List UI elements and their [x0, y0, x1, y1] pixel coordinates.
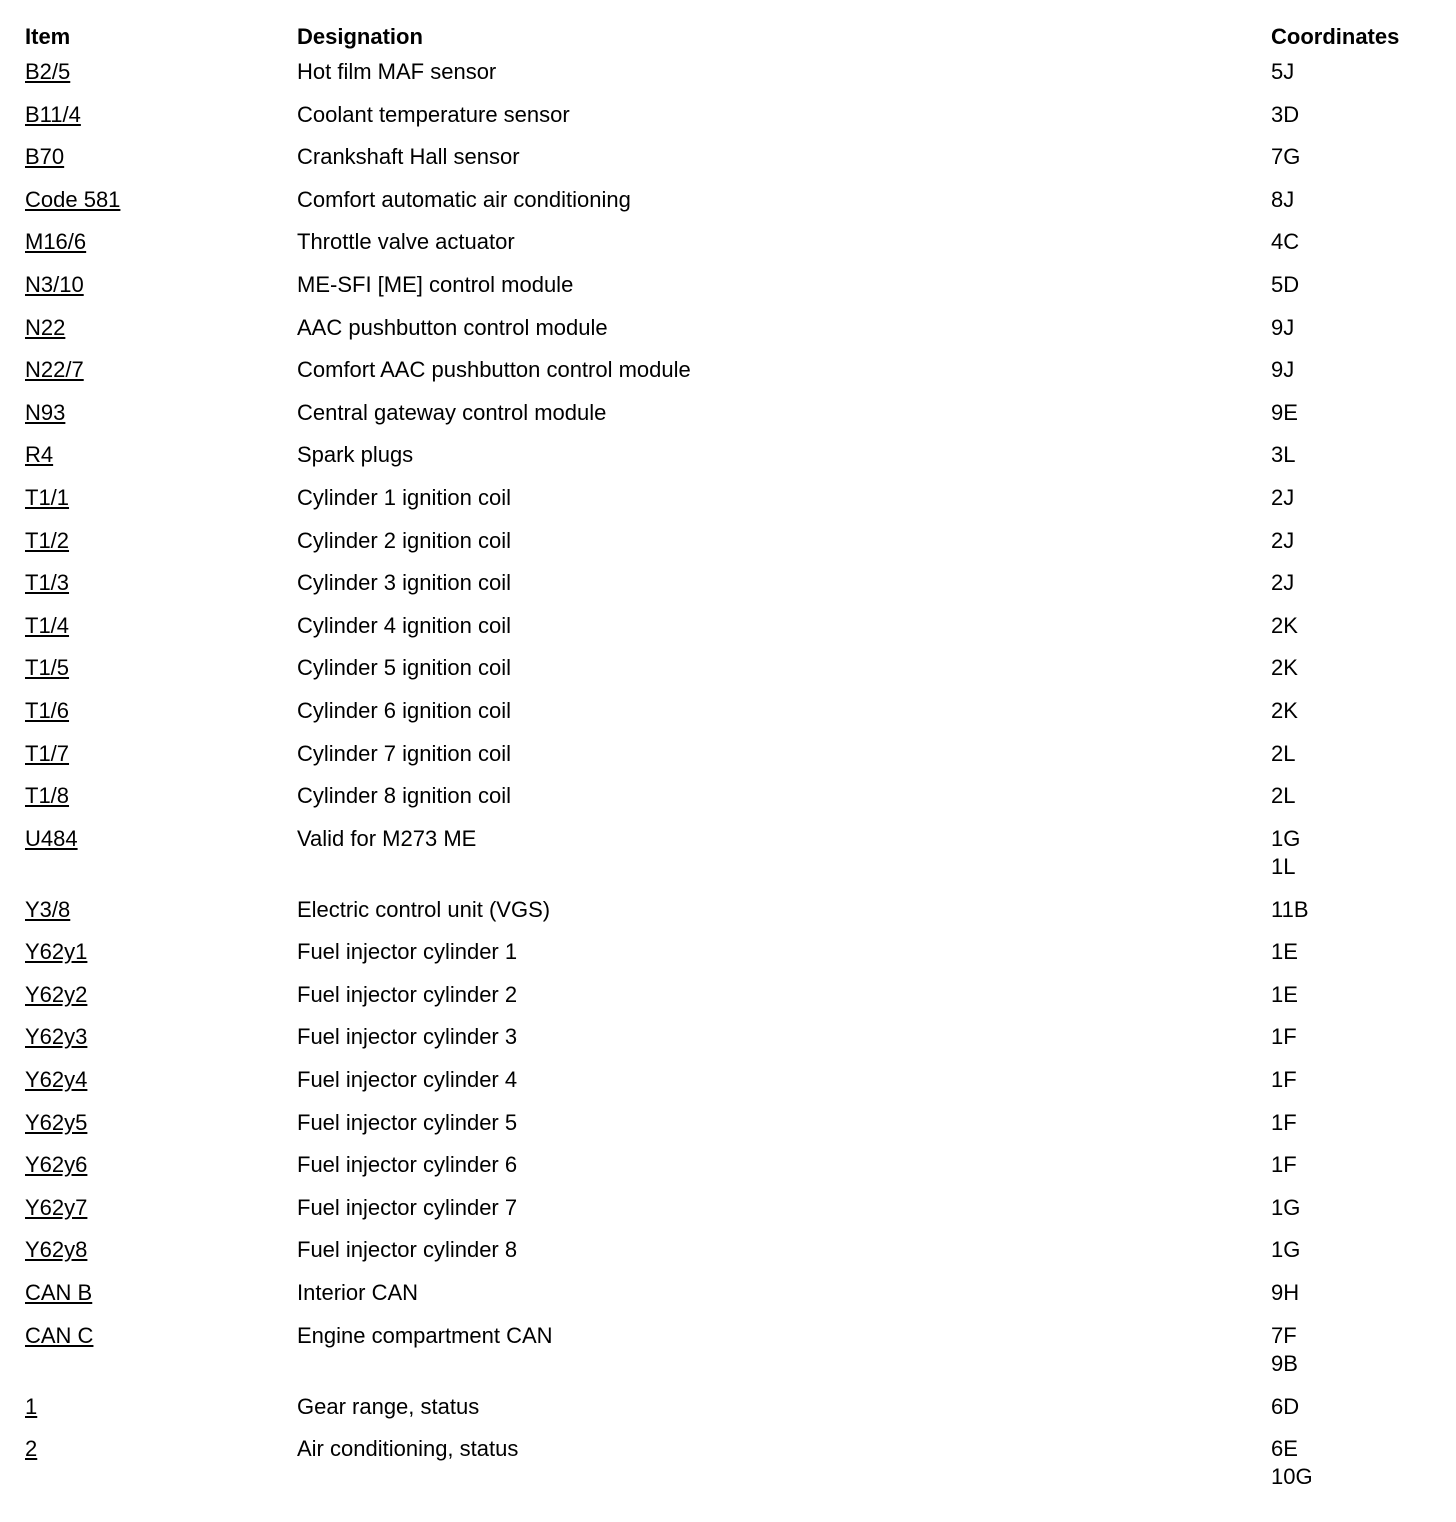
designation-cell: Comfort AAC pushbutton control module — [297, 357, 691, 383]
designation-cell: Fuel injector cylinder 2 — [297, 981, 518, 1007]
item-cell — [25, 484, 69, 512]
header-item: Item — [25, 24, 71, 49]
coordinates-cell — [1271, 271, 1299, 299]
table-row — [25, 1109, 1445, 1152]
designation-cell: Interior CAN — [297, 1280, 419, 1306]
item-link[interactable]: Y62y1 — [25, 939, 88, 965]
coordinate-value: 1L — [1271, 853, 1296, 879]
coordinate-value: 1E — [1271, 939, 1298, 965]
table-row — [25, 1435, 1445, 1506]
table-row — [25, 1279, 1445, 1322]
item-link[interactable]: T1/1 — [25, 484, 70, 510]
coordinates-cell — [1271, 314, 1294, 342]
item-cell — [25, 569, 69, 597]
designation-cell: Central gateway control module — [297, 399, 607, 425]
item-cell — [25, 1393, 37, 1421]
table-row — [25, 186, 1445, 229]
item-cell — [25, 1194, 87, 1222]
designation-cell: Cylinder 3 ignition coil — [297, 570, 511, 596]
header-designation: Designation — [297, 24, 423, 49]
coordinates-cell — [1271, 1194, 1300, 1222]
coordinate-value: 3D — [1271, 101, 1300, 127]
item-link[interactable]: M16/6 — [25, 229, 87, 255]
coordinates-cell — [1271, 1151, 1297, 1179]
designation-cell: Engine compartment CAN — [297, 1322, 553, 1348]
table-row — [25, 896, 1445, 939]
item-link[interactable]: Y62y6 — [25, 1152, 88, 1178]
item-cell — [25, 1109, 87, 1137]
coordinate-value: 1F — [1271, 1024, 1297, 1050]
item-link[interactable]: T1/6 — [25, 697, 70, 723]
coordinate-value: 5J — [1271, 59, 1295, 84]
coordinate-value: 2K — [1271, 655, 1298, 681]
coordinates-cell — [1271, 896, 1309, 924]
coordinates-cell — [1271, 825, 1300, 881]
table-row — [25, 271, 1445, 314]
table-row — [25, 228, 1445, 271]
coordinates-cell — [1271, 356, 1294, 384]
item-cell — [25, 740, 69, 768]
item-link[interactable]: B70 — [25, 144, 65, 170]
coordinate-value: 1F — [1271, 1109, 1297, 1135]
coordinate-value: 2L — [1271, 783, 1296, 809]
designation-cell: Cylinder 8 ignition coil — [297, 783, 511, 809]
designation-cell: Fuel injector cylinder 5 — [297, 1109, 518, 1135]
item-cell — [25, 782, 69, 810]
coordinates-cell — [1271, 527, 1294, 555]
item-cell — [25, 228, 86, 256]
coordinate-value: 11B — [1271, 896, 1309, 922]
coordinate-value: 2K — [1271, 697, 1298, 723]
item-link[interactable]: Code 581 — [25, 186, 121, 212]
item-link[interactable]: Y62y3 — [25, 1024, 88, 1050]
item-link[interactable]: CAN B — [25, 1280, 93, 1306]
coordinate-value: 2L — [1271, 740, 1296, 766]
item-link[interactable]: N22/7 — [25, 357, 84, 383]
item-cell — [25, 612, 69, 640]
item-link[interactable]: T1/4 — [25, 612, 70, 638]
coordinate-value: 5D — [1271, 271, 1300, 297]
table-row — [25, 356, 1445, 399]
coordinate-value: 7F — [1271, 1322, 1297, 1348]
item-link[interactable]: T1/2 — [25, 527, 70, 553]
coordinates-cell — [1271, 938, 1298, 966]
table-row — [25, 1393, 1445, 1436]
item-cell — [25, 101, 81, 129]
header-coordinates: Coordinates — [1271, 24, 1400, 49]
item-link[interactable]: 1 — [25, 1393, 38, 1419]
designation-cell: Fuel injector cylinder 8 — [297, 1237, 518, 1263]
designation-cell: Throttle valve actuator — [297, 229, 515, 255]
table-row — [25, 782, 1445, 825]
table-row — [25, 1023, 1445, 1066]
coordinate-value: 2K — [1271, 612, 1298, 638]
item-link[interactable]: T1/3 — [25, 570, 70, 596]
table-row — [25, 569, 1445, 612]
table-row — [25, 101, 1445, 144]
designation-cell: Gear range, status — [297, 1393, 480, 1419]
table-row — [25, 1236, 1445, 1279]
coordinate-value: 9J — [1271, 314, 1295, 340]
table-row — [25, 1194, 1445, 1237]
table-row — [25, 399, 1445, 442]
item-cell — [25, 1322, 93, 1350]
table-body — [25, 58, 1445, 1506]
item-cell — [25, 654, 69, 682]
item-cell — [25, 356, 84, 384]
table-row — [25, 612, 1445, 655]
coordinate-value: 6D — [1271, 1393, 1300, 1419]
table-row — [25, 1322, 1445, 1393]
item-link[interactable]: T1/5 — [25, 655, 70, 681]
item-cell — [25, 1151, 87, 1179]
item-link[interactable]: R4 — [25, 442, 54, 468]
table-row — [25, 654, 1445, 697]
coordinate-value: 9H — [1271, 1280, 1300, 1306]
coordinate-value: 1G — [1271, 825, 1301, 851]
table-row — [25, 441, 1445, 484]
coordinate-value: 4C — [1271, 229, 1300, 255]
table-row — [25, 527, 1445, 570]
designation-cell: Crankshaft Hall sensor — [297, 144, 520, 170]
header-row — [25, 22, 1445, 58]
designation-cell: Cylinder 4 ignition coil — [297, 612, 511, 638]
designation-cell: Air conditioning, status — [297, 1436, 519, 1462]
coordinate-value: 8J — [1271, 186, 1295, 212]
coordinate-value: 6E — [1271, 1436, 1298, 1462]
item-cell — [25, 896, 70, 924]
designation-cell: Cylinder 6 ignition coil — [297, 697, 511, 723]
item-link[interactable]: Y62y8 — [25, 1237, 88, 1263]
item-link[interactable]: T1/8 — [25, 783, 70, 809]
designation-cell: Fuel injector cylinder 3 — [297, 1024, 518, 1050]
item-cell — [25, 1435, 37, 1463]
item-cell — [25, 1066, 87, 1094]
item-link[interactable]: Y62y7 — [25, 1194, 88, 1220]
coordinate-value: 1G — [1271, 1237, 1301, 1263]
designation-cell: Valid for M273 ME — [297, 825, 477, 851]
designation-cell: Comfort automatic air conditioning — [297, 186, 631, 212]
coordinates-cell — [1271, 186, 1294, 214]
coordinate-value: 1G — [1271, 1194, 1301, 1220]
coordinates-cell — [1271, 228, 1299, 256]
coordinates-cell — [1271, 1393, 1299, 1421]
table-row — [25, 143, 1445, 186]
designation-cell: Cylinder 7 ignition coil — [297, 740, 511, 766]
designation-cell: Fuel injector cylinder 1 — [297, 939, 518, 965]
item-link[interactable]: Y62y5 — [25, 1109, 88, 1135]
table-row — [25, 1151, 1445, 1194]
table-row — [25, 58, 1445, 101]
item-cell — [25, 1236, 87, 1264]
coordinates-cell — [1271, 58, 1294, 86]
designation-cell: Fuel injector cylinder 4 — [297, 1067, 518, 1093]
item-link[interactable]: B2/5 — [25, 59, 71, 84]
item-cell — [25, 271, 84, 299]
item-cell — [25, 58, 70, 86]
coordinates-cell — [1271, 654, 1298, 682]
item-cell — [25, 399, 65, 427]
coordinate-value: 9E — [1271, 399, 1298, 425]
item-cell — [25, 143, 64, 171]
coordinate-value: 1F — [1271, 1067, 1297, 1093]
item-link[interactable]: 2 — [25, 1436, 38, 1462]
coordinates-cell — [1271, 569, 1294, 597]
table-row — [25, 938, 1445, 981]
coordinate-value: 2J — [1271, 527, 1295, 553]
designation-cell: AAC pushbutton control module — [297, 314, 608, 340]
coordinates-cell — [1271, 1435, 1313, 1491]
legend-table — [25, 22, 1445, 1506]
designation-cell: Cylinder 5 ignition coil — [297, 655, 511, 681]
coordinate-value: 2J — [1271, 484, 1295, 510]
item-link[interactable]: N22 — [25, 314, 66, 340]
coordinate-value: 2J — [1271, 570, 1295, 596]
table-row — [25, 697, 1445, 740]
coordinates-cell — [1271, 740, 1295, 768]
item-link[interactable]: Y62y4 — [25, 1067, 88, 1093]
item-cell — [25, 825, 78, 853]
coordinates-cell — [1271, 1066, 1297, 1094]
coordinates-cell — [1271, 1109, 1297, 1137]
table-row — [25, 484, 1445, 527]
coordinates-cell — [1271, 782, 1295, 810]
coordinates-cell — [1271, 101, 1299, 129]
item-link[interactable]: CAN C — [25, 1322, 94, 1348]
designation-cell: Spark plugs — [297, 442, 414, 468]
coordinates-cell — [1271, 981, 1298, 1009]
coordinates-cell — [1271, 441, 1295, 469]
coordinates-cell — [1271, 399, 1298, 427]
table-row — [25, 1066, 1445, 1109]
item-cell — [25, 314, 65, 342]
coordinates-cell — [1271, 484, 1294, 512]
coordinates-cell — [1271, 697, 1298, 725]
item-link[interactable]: T1/7 — [25, 740, 70, 766]
coordinates-cell — [1271, 1322, 1298, 1378]
item-cell — [25, 1023, 87, 1051]
designation-cell: Fuel injector cylinder 6 — [297, 1152, 518, 1178]
table-row — [25, 314, 1445, 357]
designation-cell: Hot film MAF sensor — [297, 59, 497, 84]
designation-cell: Cylinder 1 ignition coil — [297, 484, 511, 510]
designation-cell: ME-SFI [ME] control module — [297, 271, 574, 297]
coordinates-cell — [1271, 612, 1298, 640]
coordinate-value: 1E — [1271, 981, 1298, 1007]
coordinate-value: 9B — [1271, 1350, 1298, 1376]
coordinate-value: 10G — [1271, 1464, 1313, 1490]
coordinate-value: 1F — [1271, 1152, 1297, 1178]
coordinates-cell — [1271, 1236, 1300, 1264]
item-cell — [25, 441, 53, 469]
coordinate-value: 7G — [1271, 144, 1301, 170]
designation-cell: Cylinder 2 ignition coil — [297, 527, 511, 553]
coordinate-value: 3L — [1271, 442, 1296, 468]
item-cell — [25, 186, 120, 214]
coordinate-value: 9J — [1271, 357, 1295, 383]
item-cell — [25, 1279, 92, 1307]
table-row — [25, 825, 1445, 896]
item-link[interactable]: Y62y2 — [25, 981, 88, 1007]
item-cell — [25, 697, 69, 725]
table-row — [25, 981, 1445, 1024]
item-link[interactable]: B11/4 — [25, 101, 81, 127]
item-link[interactable]: N3/10 — [25, 271, 84, 297]
coordinates-cell — [1271, 143, 1300, 171]
designation-cell: Fuel injector cylinder 7 — [297, 1194, 518, 1220]
item-link[interactable]: U484 — [25, 825, 78, 851]
table-row — [25, 740, 1445, 783]
item-cell — [25, 981, 87, 1009]
item-cell — [25, 938, 87, 966]
designation-cell: Coolant temperature sensor — [297, 101, 570, 127]
item-link[interactable]: N93 — [25, 399, 66, 425]
coordinates-cell — [1271, 1279, 1299, 1307]
coordinates-cell — [1271, 1023, 1297, 1051]
designation-cell: Electric control unit (VGS) — [297, 896, 551, 922]
item-cell — [25, 527, 69, 555]
item-link[interactable]: Y3/8 — [25, 896, 71, 922]
